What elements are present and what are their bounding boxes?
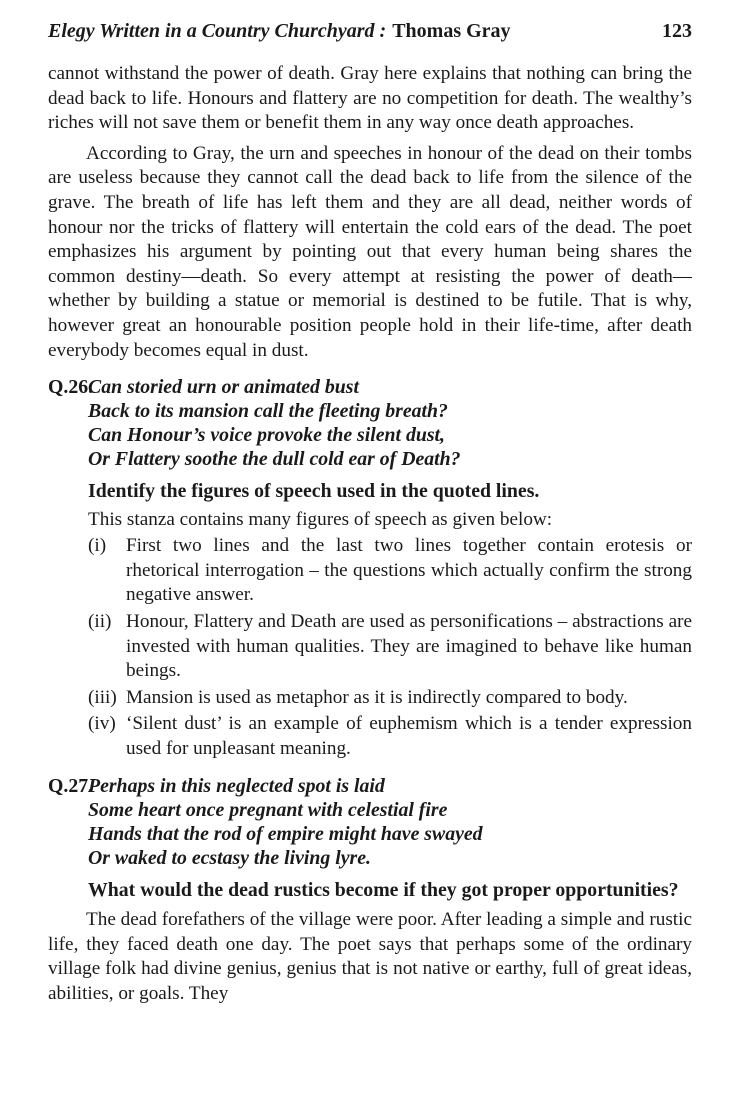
list-item-text: First two lines and the last two lines together contain erotesis or rhetorical interrogation – the questions which actually confirm the strong negative answer. [126, 535, 692, 606]
page-number: 123 [662, 20, 692, 42]
list-item-text: Honour, Flattery and Death are used as personifications – abstractions are invested with human qualities. They are imagined to behave like human beings. [126, 611, 692, 682]
list-marker: (ii) [88, 611, 112, 632]
verse-line: Back to its mansion call the fleeting breath? [88, 400, 448, 423]
verse-line: Can Honour’s voice provoke the silent dust, [88, 424, 445, 447]
answer-26 [48, 508, 692, 762]
list-item [88, 686, 692, 711]
verse-line: Or Flattery soothe the dull cold ear of Death? [88, 448, 461, 471]
answer-intro: This stanza contains many figures of speech as given below: [88, 508, 553, 530]
verse-line: Some heart once pregnant with celestial fire [88, 798, 448, 821]
running-header [48, 20, 692, 50]
list-item [88, 712, 692, 761]
question-26-first-line [48, 375, 692, 399]
list-marker: (i) [88, 535, 107, 557]
question-27 [48, 774, 692, 1007]
question-instruction: What would the dead rustics become if they got proper opportunities? [88, 878, 679, 901]
verse-line: Hands that the rod of empire might have swayed [88, 822, 483, 845]
author-name: Thomas Gray [392, 20, 511, 42]
question-number: Q.27. [48, 774, 94, 797]
list-item-text: ‘Silent dust’ is an example of euphemism which is a tender expression used for unpleasant meaning. [126, 713, 692, 759]
list-marker: (iii) [88, 686, 117, 708]
question-26 [48, 375, 692, 761]
question-number: Q.26. [48, 376, 94, 399]
answer-27: The dead forefathers of the village were poor. After leading a simple and rustic life, they faced death one day. The poet says that perhaps some of the ordinary village folk had divine genius, genius that is not native or earthy, full of great ideas, abilities, or goals. They [48, 909, 692, 1004]
verse-line: Or waked to ecstasy the living lyre. [88, 846, 371, 869]
header-title-group [48, 20, 511, 43]
question-instruction: Identify the figures of speech used in the quoted lines. [88, 480, 540, 503]
list-item [88, 534, 692, 608]
list-marker: (iv) [88, 713, 116, 735]
question-27-first-line [48, 774, 692, 798]
list-item [88, 610, 692, 684]
paragraph-gray-urn: According to Gray, the urn and speeches in honour of the dead on their tombs are useless because they cannot call the dead back to life from the silence of the grave. The breath of life has left them and they are all dead, neither words of honour nor the tricks of flattery will entertain the cold ears of the dead. The poet emphasizes his argument by pointing out that every human being shares the common destiny—death. So every attempt at resisting the power of death—whether by building a statue or memorial is destined to be futile. That is why, however great an honourable position people hold in their life-time, after death everybody becomes equal in dust. [48, 142, 692, 361]
verse-line: Perhaps in this neglected spot is laid [88, 774, 385, 797]
figures-list [88, 534, 692, 761]
verse-line: Can storied urn or animated bust [88, 376, 359, 399]
book-title: Elegy Written in a Country Churchyard : [48, 20, 387, 42]
list-item-text: Mansion is used as metaphor as it is indirectly compared to body. [126, 686, 628, 708]
paragraph-continued: cannot withstand the power of death. Gray here explains that nothing can bring the dead back to life. Honours and flattery are no competition for death. The wealthy’s riches will not save them or benefit them in any way once death approaches. [48, 63, 692, 134]
